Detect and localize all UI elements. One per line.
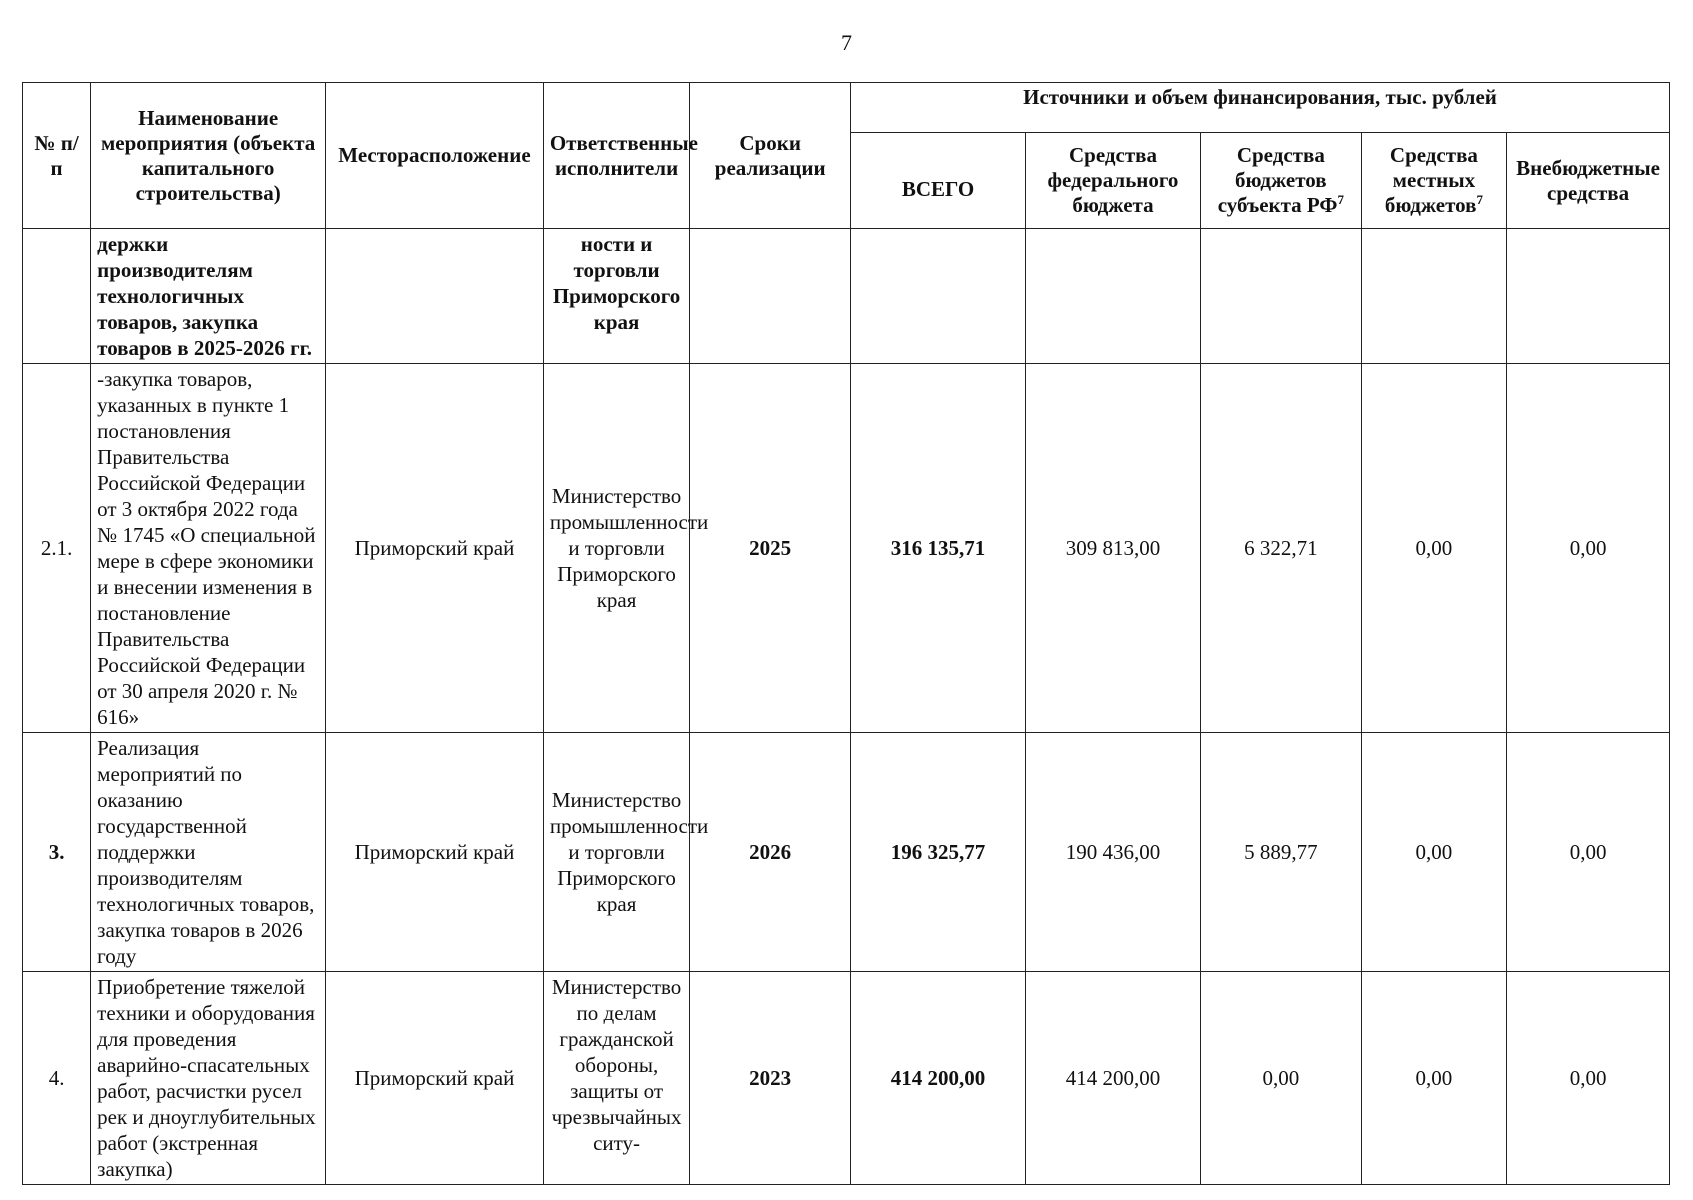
cell-location: Приморский край bbox=[326, 972, 544, 1185]
header-total: ВСЕГО bbox=[851, 133, 1026, 229]
cell-federal bbox=[1026, 229, 1201, 364]
header-subject: Средства бюджетов субъекта $РФ^7$ bbox=[1200, 133, 1361, 229]
cell-subject: 6 322,71 bbox=[1200, 364, 1361, 733]
header-federal: Средства федерального бюджета bbox=[1026, 133, 1201, 229]
cell-extra bbox=[1507, 229, 1670, 364]
header-terms: Сроки реализации bbox=[690, 83, 851, 229]
cell-responsible: Министерство промышленности и торговли Приморского края bbox=[543, 733, 689, 972]
cell-local bbox=[1361, 229, 1506, 364]
cell-num bbox=[23, 229, 91, 364]
cell-term: 2026 bbox=[690, 733, 851, 972]
table-row bbox=[23, 972, 1670, 1185]
table-row bbox=[23, 229, 1670, 364]
table-header bbox=[23, 83, 1670, 229]
header-responsible: Ответственные исполнители bbox=[543, 83, 689, 229]
header-sources: Источники и объем финансирования, тыс. рублей bbox=[851, 83, 1670, 133]
cell-subject: 5 889,77 bbox=[1200, 733, 1361, 972]
cell-name: Приобретение тяжелой техники и оборудования для проведения аварийно-спасательных работ, расчистки русел рек и дноуглубительных работ (экстренная закупка) bbox=[91, 972, 326, 1185]
header-num: № п/п bbox=[23, 83, 91, 229]
cell-num: 2.1. bbox=[23, 364, 91, 733]
cell-term: 2025 bbox=[690, 364, 851, 733]
cell-total: 414 200,00 bbox=[851, 972, 1026, 1185]
cell-responsible: Министерство промышленности и торговли Приморского края bbox=[543, 364, 689, 733]
cell-responsible: ности и торговли Приморского края bbox=[543, 229, 689, 364]
cell-term: 2023 bbox=[690, 972, 851, 1185]
cell-local: 0,00 bbox=[1361, 972, 1506, 1185]
cell-responsible: Министерство по делам гражданской обороны, защиты от чрезвычайных ситу- bbox=[543, 972, 689, 1185]
header-extra: Внебюджетные средства bbox=[1507, 133, 1670, 229]
cell-total: 196 325,77 bbox=[851, 733, 1026, 972]
table-row bbox=[23, 364, 1670, 733]
cell-local: 0,00 bbox=[1361, 364, 1506, 733]
cell-num: 3. bbox=[23, 733, 91, 972]
cell-num: 4. bbox=[23, 972, 91, 1185]
cell-extra: 0,00 bbox=[1507, 364, 1670, 733]
cell-federal: 414 200,00 bbox=[1026, 972, 1201, 1185]
cell-term bbox=[690, 229, 851, 364]
cell-federal: 309 813,00 bbox=[1026, 364, 1201, 733]
cell-local: 0,00 bbox=[1361, 733, 1506, 972]
cell-federal: 190 436,00 bbox=[1026, 733, 1201, 972]
cell-subject bbox=[1200, 229, 1361, 364]
cell-total bbox=[851, 229, 1026, 364]
cell-location: Приморский край bbox=[326, 364, 544, 733]
cell-extra: 0,00 bbox=[1507, 733, 1670, 972]
table-row bbox=[23, 733, 1670, 972]
header-location: Месторасположение bbox=[326, 83, 544, 229]
cell-extra: 0,00 bbox=[1507, 972, 1670, 1185]
cell-name: -закупка товаров, указанных в пункте 1 постановления Правительства Российской Федерации от 3 октября 2022 года № 1745 «О специальной мере в сфере экономики и внесении изменения в постановление Правительства Российской Федерации от 30 апреля 2020 г. № 616» bbox=[91, 364, 326, 733]
cell-name: держки производителям технологичных товаров, закупка товаров в 2025-2026 гг. bbox=[91, 229, 326, 364]
header-local: Средства местных бюджетов$^7$ bbox=[1361, 133, 1506, 229]
cell-total: 316 135,71 bbox=[851, 364, 1026, 733]
cell-location bbox=[326, 229, 544, 364]
header-name: Наименование мероприятия (объекта капитального строительства) bbox=[91, 83, 326, 229]
page-number: 7 bbox=[841, 30, 852, 55]
cell-subject: 0,00 bbox=[1200, 972, 1361, 1185]
cell-name: Реализация мероприятий по оказанию государственной поддержки производителям технологичных товаров, закупка товаров в 2026 году bbox=[91, 733, 326, 972]
cell-location: Приморский край bbox=[326, 733, 544, 972]
financing-table bbox=[22, 82, 1670, 1185]
